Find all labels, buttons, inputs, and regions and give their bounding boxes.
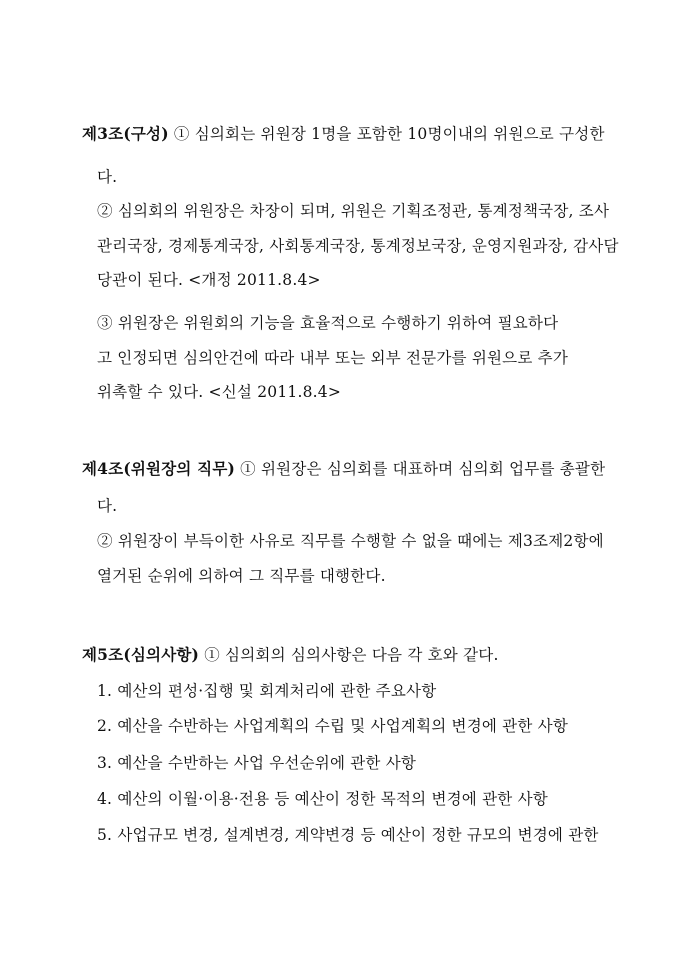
article5-line1 (82, 644, 499, 666)
article4-p2-line1: ② 위원장이 부득이한 사유로 직무를 수행할 수 없을 때에는 제3조제2항에 (97, 532, 604, 550)
article5-item: 1. 예산의 편성·집행 및 회계처리에 관한 주요사항 (97, 682, 437, 700)
article5-item: 4. 예산의 이월·이용·전용 등 예산이 정한 목적의 변경에 관한 사항 (97, 790, 548, 808)
article4-line1 (82, 458, 605, 480)
article5-heading: 제5조(심의사항) (82, 645, 200, 664)
article3-line1 (82, 123, 605, 145)
article5-p1-text: ① 심의회의 심의사항은 다음 각 호와 같다. (199, 646, 499, 664)
article5-item: 3. 예산을 수반하는 사업 우선순위에 관한 사항 (97, 754, 417, 772)
article3-p2-line2: 관리국장, 경제통계국장, 사회통계국장, 통계정보국장, 운영지원과장, 감사담 (97, 237, 619, 255)
article3-heading: 제3조(구성) (82, 124, 169, 143)
article3-p1-text: ① 심의회는 위원장 1명을 포함한 10명이내의 위원으로 구성한 (168, 125, 605, 143)
article3-p3-line3: 위촉할 수 있다. <신설 2011.8.4> (97, 383, 342, 401)
article4-heading: 제4조(위원장의 직무) (82, 459, 236, 478)
article4-p2-line2: 열거된 순위에 의하여 그 직무를 대행한다. (97, 567, 386, 585)
article4-p1-text: ① 위원장은 심의회를 대표하며 심의회 업무를 총괄한 (235, 460, 606, 478)
article5-item: 5. 사업규모 변경, 설계변경, 계약변경 등 예산이 정한 규모의 변경에 관한 (97, 826, 599, 844)
article3-p2-line1: ② 심의회의 위원장은 차장이 되며, 위원은 기획조정관, 통계정책국장, 조사 (97, 202, 610, 220)
article3-p1-continuation: 다. (97, 168, 118, 186)
article5-item: 2. 예산을 수반하는 사업계획의 수립 및 사업계획의 변경에 관한 사항 (97, 717, 569, 735)
article3-p3-line2: 고 인정되면 심의안건에 따라 내부 또는 외부 전문가를 위원으로 추가 (97, 349, 568, 367)
article4-p1-continuation: 다. (97, 497, 118, 515)
article3-p3-line1: ③ 위원장은 위원회의 기능을 효율적으로 수행하기 위하여 필요하다 (97, 314, 559, 332)
article3-p2-line3: 당관이 된다. <개정 2011.8.4> (97, 271, 321, 289)
